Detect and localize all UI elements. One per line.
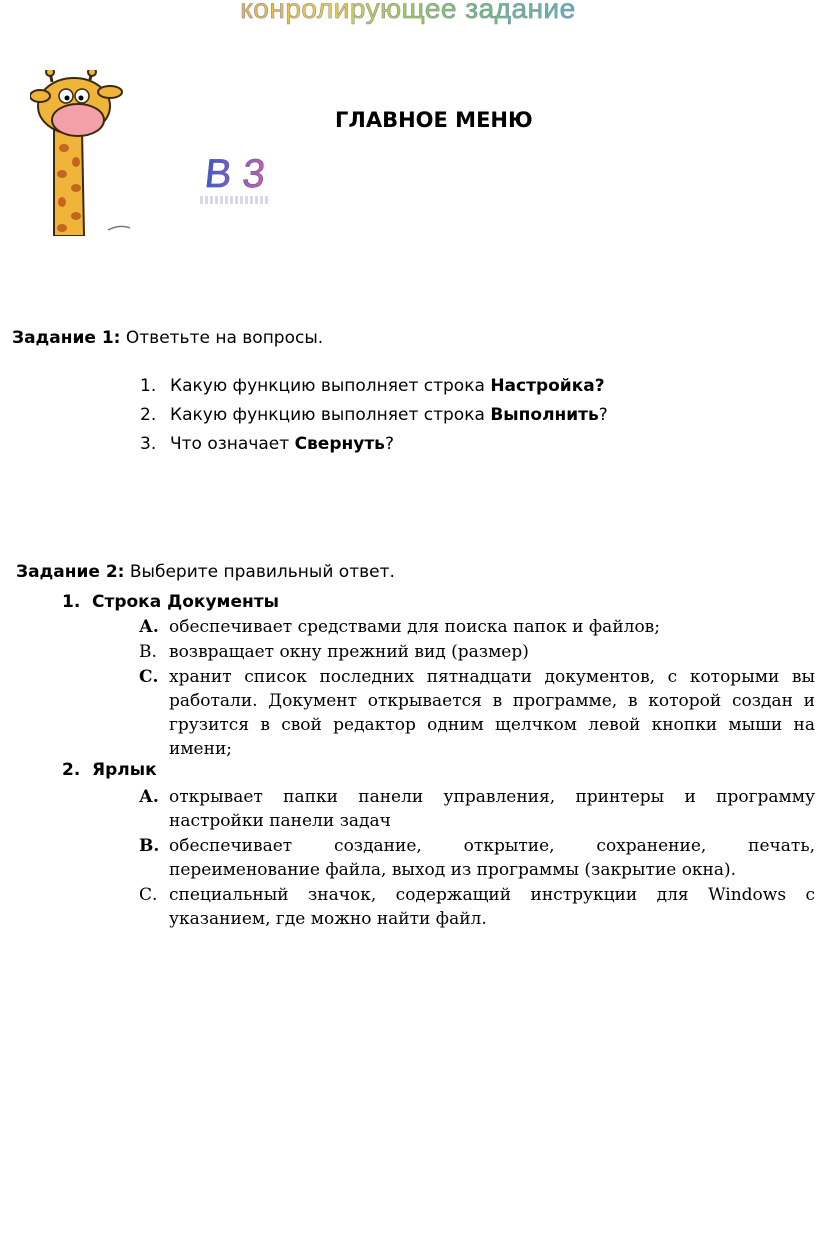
task2-item-title: 1. Строка Документы bbox=[62, 592, 279, 612]
answer-option: А. обеспечивает средствами для поиска папок и файлов; bbox=[139, 617, 660, 637]
task1-heading bbox=[12, 328, 323, 348]
wordart-label: В 3 bbox=[202, 152, 268, 196]
wordart-title: конролирующее задание bbox=[0, 0, 816, 24]
task1-question-list bbox=[140, 372, 608, 459]
answer-option: С. специальный значок, содержащий инструкции для Windows с указанием, где можно найти файл. bbox=[139, 885, 815, 929]
task2-heading bbox=[16, 562, 395, 582]
task2-prompt: Выберите правильный ответ. bbox=[129, 562, 395, 582]
answer-option: В. обеспечивает создание, открытие, сохранение, печать, переименование файла, выход из программы (закрытие окна). bbox=[139, 836, 815, 880]
wordart-shadow bbox=[200, 196, 270, 204]
answer-list bbox=[139, 785, 815, 932]
task2-label: Задание 2: bbox=[16, 562, 125, 582]
page-title: ГЛАВНОЕ МЕНЮ bbox=[335, 108, 533, 132]
task1-prompt: Ответьте на вопросы. bbox=[125, 328, 324, 348]
task1-label: Задание 1: bbox=[12, 328, 121, 348]
task2-item-title: 2. Ярлык bbox=[62, 760, 157, 780]
answer-list bbox=[139, 615, 815, 762]
giraffe-illustration bbox=[30, 70, 160, 236]
question-item: 3. Что означает Свернуть? bbox=[140, 434, 394, 454]
answer-option: А. открывает папки панели управления, принтеры и программу настройки панели задач bbox=[139, 787, 815, 831]
question-item: 1. Какую функцию выполняет строка Настройка? bbox=[140, 376, 605, 396]
answer-option: В. возвращает окну прежний вид (размер) bbox=[139, 642, 529, 662]
answer-option: С. хранит список последних пятнадцати документов, с которыми вы работали. Документ открывается в программе, в которой создан и грузится в свой редактор одним щелчком левой кнопки мыши на имени; bbox=[139, 667, 815, 759]
question-item: 2. Какую функцию выполняет строка Выполнить? bbox=[140, 405, 608, 425]
